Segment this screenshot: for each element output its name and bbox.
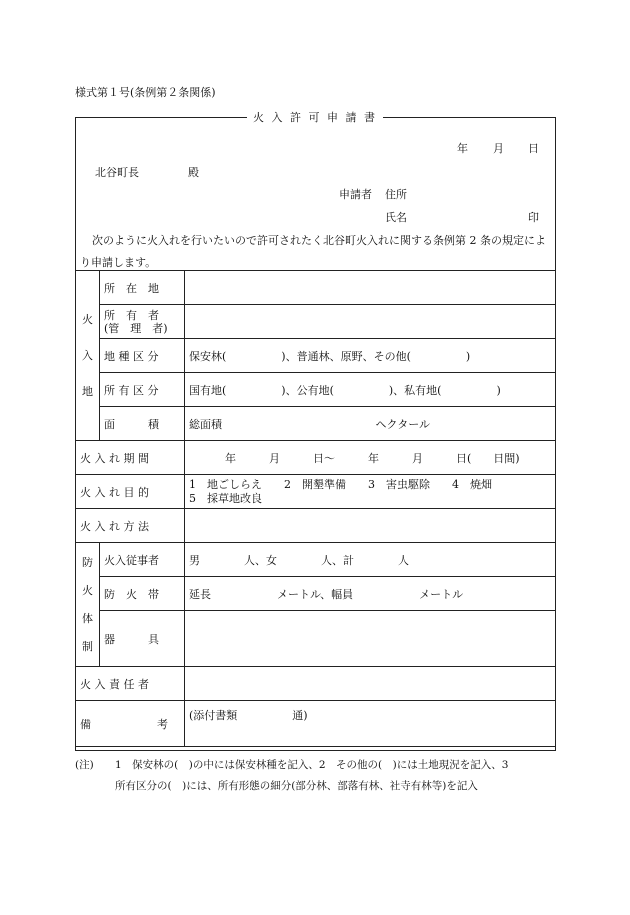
footnote-line-2: 所有区分の( )には、所有形態の細分(部分林、部落有林、社寺有林等)を記入 bbox=[115, 780, 478, 792]
defense-group-label: 防 火 体 制 bbox=[76, 543, 100, 667]
table-row bbox=[76, 667, 556, 701]
equipment-field[interactable] bbox=[185, 611, 556, 667]
address-label: 住所 bbox=[385, 188, 407, 201]
ownership-class-label: 所 有 区 分 bbox=[100, 373, 185, 407]
firebreak-field[interactable]: 延長 メートル、幅員 メートル bbox=[185, 577, 556, 611]
area-unit: ヘクタール bbox=[375, 417, 431, 431]
equipment-label: 器 具 bbox=[100, 611, 185, 667]
purpose-field[interactable]: 1 地ごしらえ 2 開墾準備 3 害虫駆除 4 焼畑 5 採草地改良 bbox=[185, 475, 556, 509]
table-row bbox=[76, 407, 556, 441]
form-title: 火 入 許 可 申 請 書 bbox=[0, 109, 630, 125]
responsible-label: 火 入 責 任 者 bbox=[76, 667, 185, 701]
applicant-label: 申請者 bbox=[339, 188, 372, 201]
seal-mark: 印 bbox=[528, 211, 539, 224]
intro-text: 次のように火入れを行いたいので許可されたく北谷町火入れに関する条例第 2 条の規定により申請します。 bbox=[80, 234, 546, 269]
table-row bbox=[76, 611, 556, 667]
location-field[interactable] bbox=[185, 271, 556, 305]
table-row bbox=[76, 475, 556, 509]
period-label: 火 入 れ 期 間 bbox=[76, 441, 185, 475]
responsible-field[interactable] bbox=[185, 667, 556, 701]
remarks-label: 備 考 bbox=[76, 701, 185, 747]
land-class-field[interactable]: 保安林( )、普通林、原野、その他( ) bbox=[185, 339, 556, 373]
workers-field[interactable]: 男 人、女 人、計 人 bbox=[185, 543, 556, 577]
addressee-honorific: 殿 bbox=[188, 166, 199, 179]
name-label: 氏名 bbox=[385, 211, 407, 224]
firebreak-label: 防 火 帯 bbox=[100, 577, 185, 611]
period-field[interactable]: 年 月 日～ 年 月 日( 日間) bbox=[185, 441, 556, 475]
date-year: 年 bbox=[457, 142, 468, 155]
location-label: 所 在 地 bbox=[100, 271, 185, 305]
footnote-mark: (注) bbox=[75, 759, 94, 771]
table-row bbox=[76, 339, 556, 373]
ownership-class-field[interactable]: 国有地( )、公有地( )、私有地( ) bbox=[185, 373, 556, 407]
method-label: 火 入 れ 方 法 bbox=[76, 509, 185, 543]
table-row bbox=[76, 305, 556, 339]
land-class-label: 地 種 区 分 bbox=[100, 339, 185, 373]
title-rule bbox=[75, 117, 247, 118]
land-group-label: 火 入 地 bbox=[76, 271, 100, 441]
title-rule bbox=[383, 117, 556, 118]
table-row bbox=[76, 271, 556, 305]
workers-label: 火入従事者 bbox=[100, 543, 185, 577]
purpose-label: 火 入 れ 目 的 bbox=[76, 475, 185, 509]
table-row bbox=[76, 543, 556, 577]
date-month: 月 bbox=[493, 142, 504, 155]
form-number: 様式第１号(条例第２条関係) bbox=[75, 86, 216, 99]
area-label: 面 積 bbox=[100, 407, 185, 441]
area-field[interactable] bbox=[185, 407, 556, 441]
table-row bbox=[76, 509, 556, 543]
owner-label: 所 有 者 (管 理 者) bbox=[100, 305, 185, 339]
owner-field[interactable] bbox=[185, 305, 556, 339]
date-day: 日 bbox=[528, 142, 539, 155]
table-row bbox=[76, 441, 556, 475]
table-row bbox=[76, 701, 556, 747]
remarks-field[interactable]: (添付書類 通) bbox=[185, 701, 556, 747]
application-table bbox=[75, 270, 556, 747]
method-field[interactable] bbox=[185, 509, 556, 543]
addressee-name: 北谷町長 bbox=[95, 166, 139, 179]
area-prefix: 総面積 bbox=[189, 417, 222, 431]
footnote-line-1: 1 保安林の( )の中には保安林種を記入、2 その他の( )には土地現況を記入、3 bbox=[115, 759, 509, 771]
table-row bbox=[76, 373, 556, 407]
table-row bbox=[76, 577, 556, 611]
